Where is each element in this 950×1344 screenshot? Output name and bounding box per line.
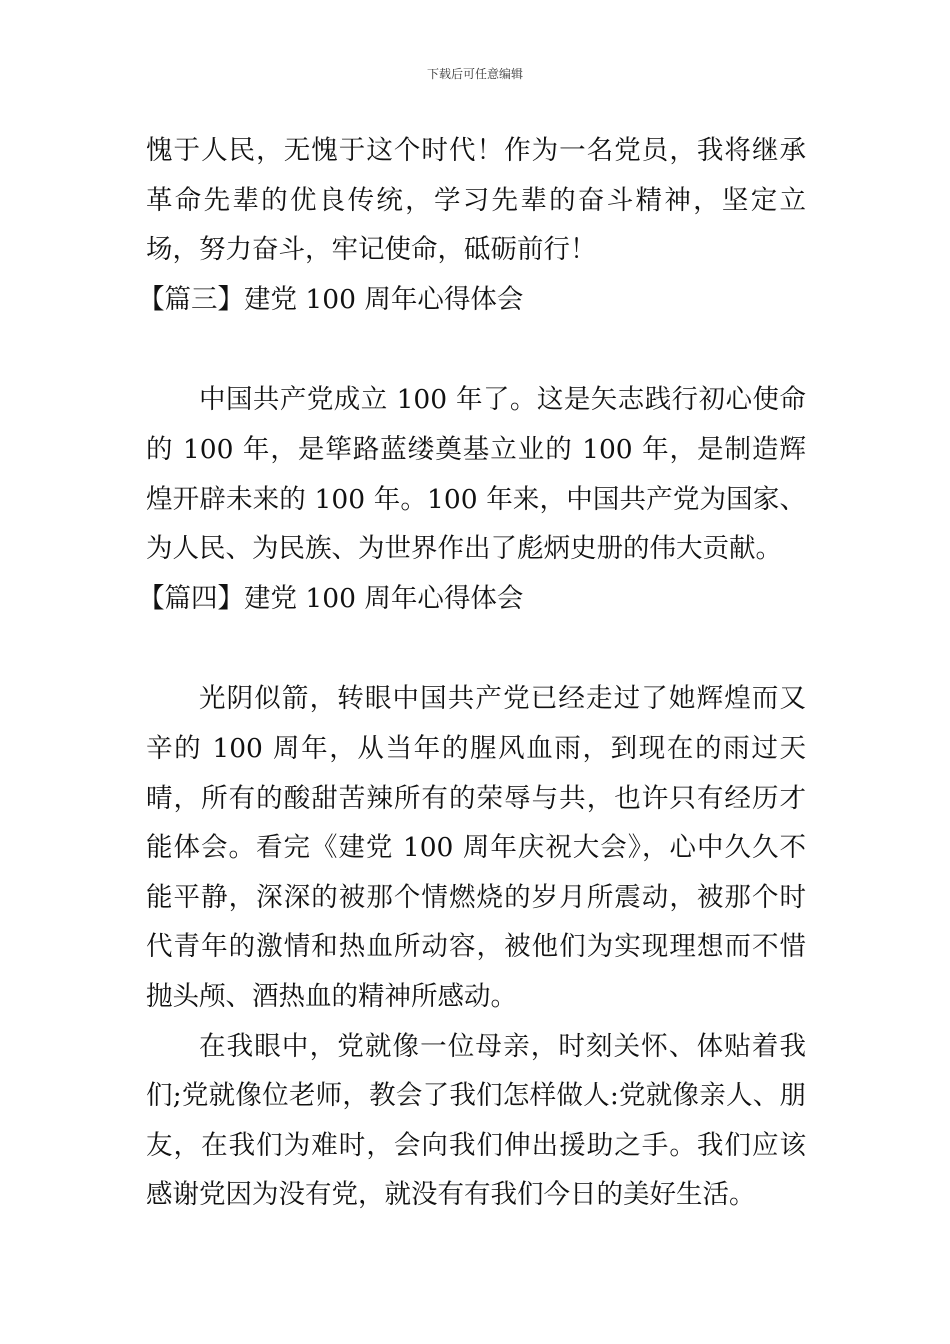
- paragraph-part-four-1: 光阴似箭，转眼中国共产党已经走过了她辉煌而又辛的 100 周年，从当年的腥风血雨，到现在的雨过天晴，所有的酸甜苦辣所有的荣辱与共，也许只有经历才能体会。看完《建党 100 周年庆祝大会》，心中久久不能平静，深深的被那个情燃烧的岁月所震动，被那个时代青年的激情和热血所动容，被他们为实现理想而不惜抛头颅、酒热血的精神所感动。: [146, 683, 806, 1012]
- section-heading-part-three: 【篇三】建党 100 周年心得体会: [138, 283, 524, 315]
- spacer: [146, 623, 806, 674]
- paragraph-part-three: 中国共产党成立 100 年了。这是矢志践行初心使命的 100 年，是筚路蓝缕奠基立业的 100 年，是制造辉煌开辟未来的 100 年。100 年来，中国共产党为国家、为人民、为民族、为世界作出了彪炳史册的伟大贡献。: [146, 384, 806, 565]
- document-body: [138, 126, 806, 1220]
- paragraph-continuation: 愧于人民，无愧于这个时代！作为一名党员，我将继承革命先辈的优良传统，学习先辈的奋斗精神，坚定立场，努力奋斗，牢记使命，砥砺前行！: [146, 135, 806, 266]
- section-heading-part-four: 【篇四】建党 100 周年心得体会: [138, 582, 524, 614]
- page-header: 下载后可任意编辑: [426, 67, 523, 81]
- paragraph-part-four-2: 在我眼中，党就像一位母亲，时刻关怀、体贴着我们;党就像位老师，教会了我们怎样做人:党就像亲人、朋友，在我们为难时，会向我们伸出援助之手。我们应该感谢党因为没有党，就没有有我们今日的美好生活。: [146, 1030, 806, 1211]
- spacer: [146, 324, 806, 375]
